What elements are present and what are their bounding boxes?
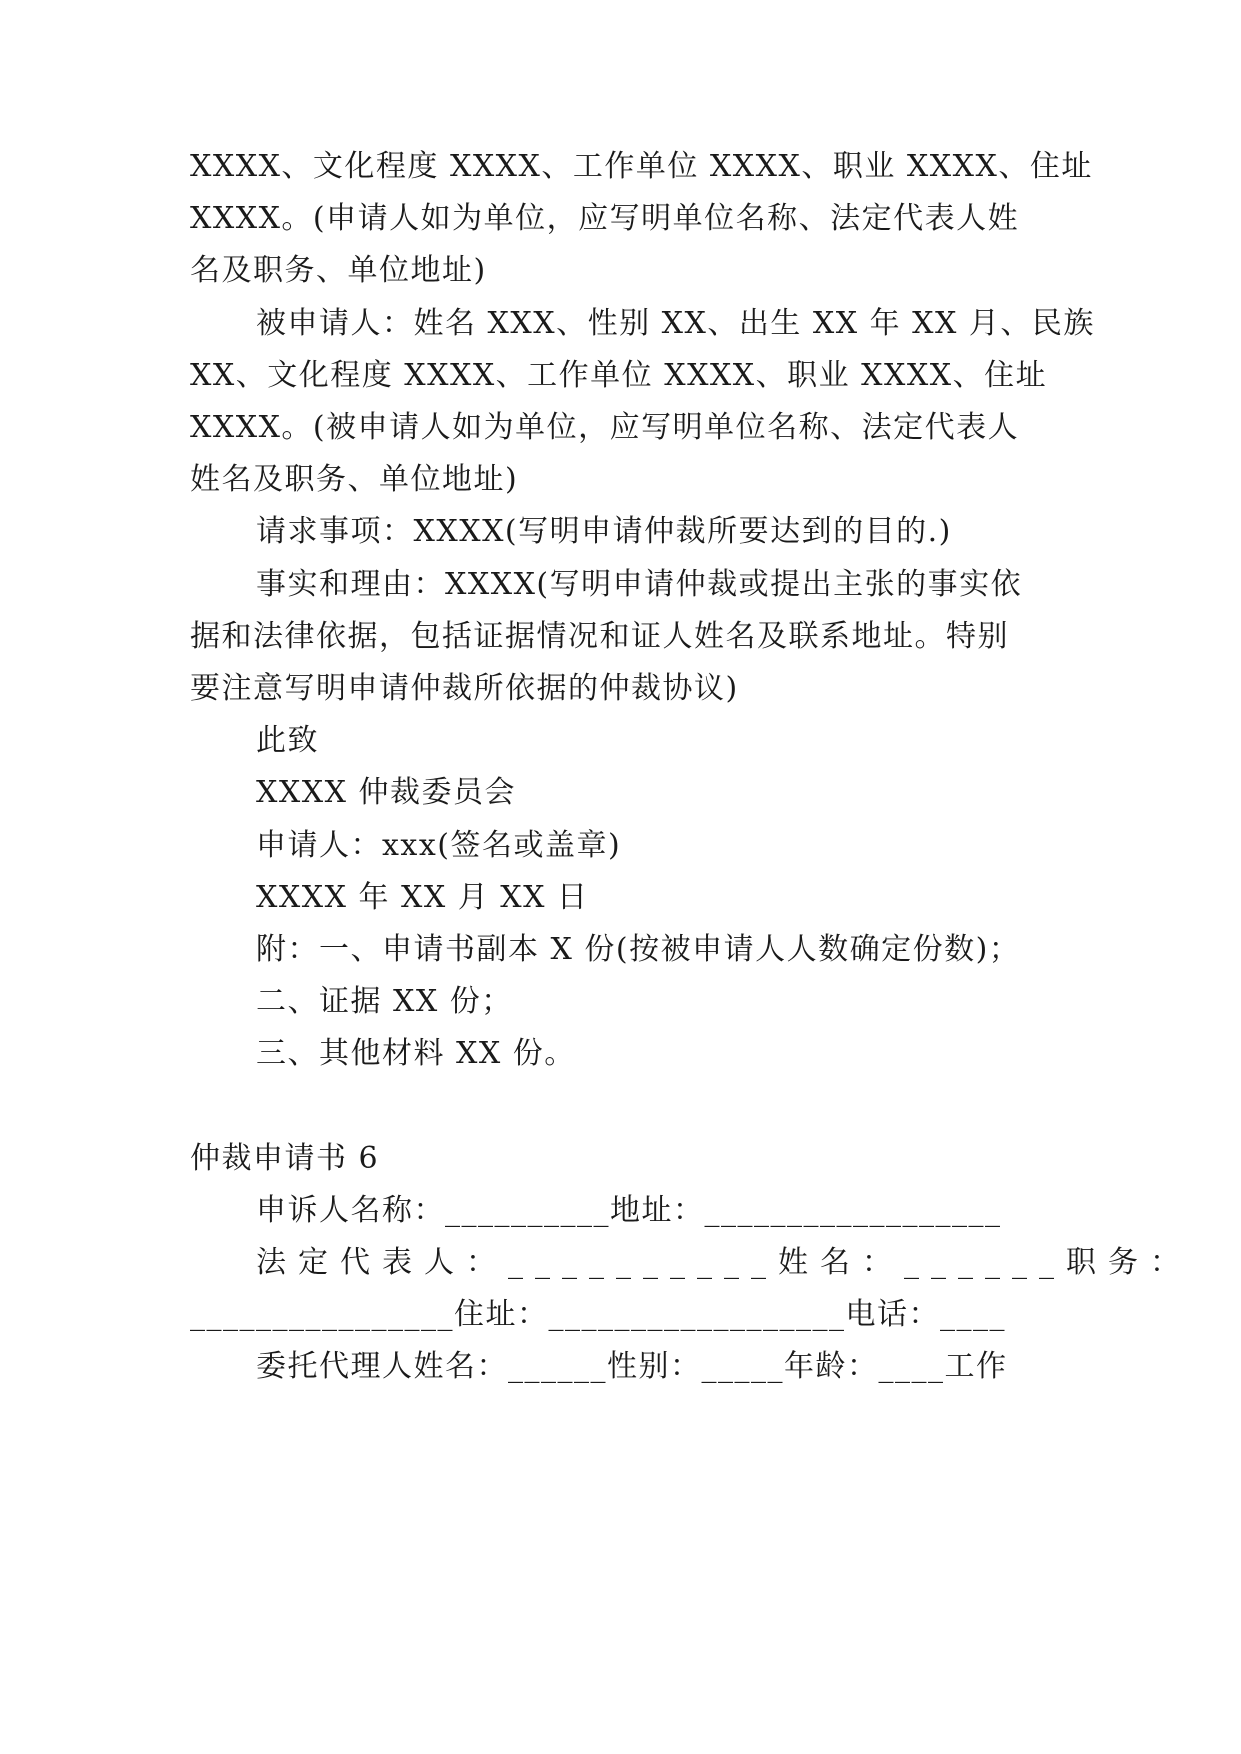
text-line: 法定代表人：__________姓名：______职务： (256, 1245, 1192, 1280)
text-line: 要注意写明申请仲裁所依据的仲裁协议) (190, 671, 739, 706)
text-line: XXXX。(申请人如为单位，应写明单位名称、法定代表人姓 (190, 201, 1020, 236)
text-line: ________________住址：__________________电话：____ (190, 1297, 1006, 1332)
text-line: 此致 (256, 723, 319, 758)
text-line: 委托代理人姓名：______性别：_____年龄：____工作 (256, 1349, 1008, 1384)
text-line: 事实和理由：XXXX(写明申请仲裁或提出主张的事实依 (256, 567, 1023, 602)
text-line: 据和法律依据，包括证据情况和证人姓名及联系地址。特别 (190, 619, 1009, 654)
text-line: XX、文化程度 XXXX、工作单位 XXXX、职业 XXXX、住址 (190, 358, 1048, 393)
text-line: 名及职务、单位地址) (190, 253, 487, 288)
text-line: 申诉人名称：__________地址：__________________ (256, 1193, 1002, 1228)
text-line: 三、其他材料 XX 份。 (256, 1036, 576, 1071)
text-line: 姓名及职务、单位地址) (190, 462, 519, 497)
text-line: XXXX 仲裁委员会 (256, 775, 516, 810)
text-line: XXXX 年 XX 月 XX 日 (256, 880, 589, 915)
text-line: 申请人：xxx(签名或盖章) (256, 828, 622, 863)
text-line: XXXX。(被申请人如为单位，应写明单位名称、法定代表人 (190, 410, 1020, 445)
text-line: 二、证据 XX 份； (256, 984, 513, 1019)
text-line: XXXX、文化程度 XXXX、工作单位 XXXX、职业 XXXX、住址 (190, 149, 1093, 184)
text-line: 被申请人：姓名 XXX、性别 XX、出生 XX 年 XX 月、民族 (256, 306, 1095, 341)
text-line: 附：一、申请书副本 X 份(按被申请人人数确定份数)； (256, 932, 1021, 967)
text-line: 请求事项：XXXX(写明申请仲裁所要达到的目的.) (256, 514, 952, 549)
section-title: 仲裁申请书 6 (190, 1141, 380, 1176)
